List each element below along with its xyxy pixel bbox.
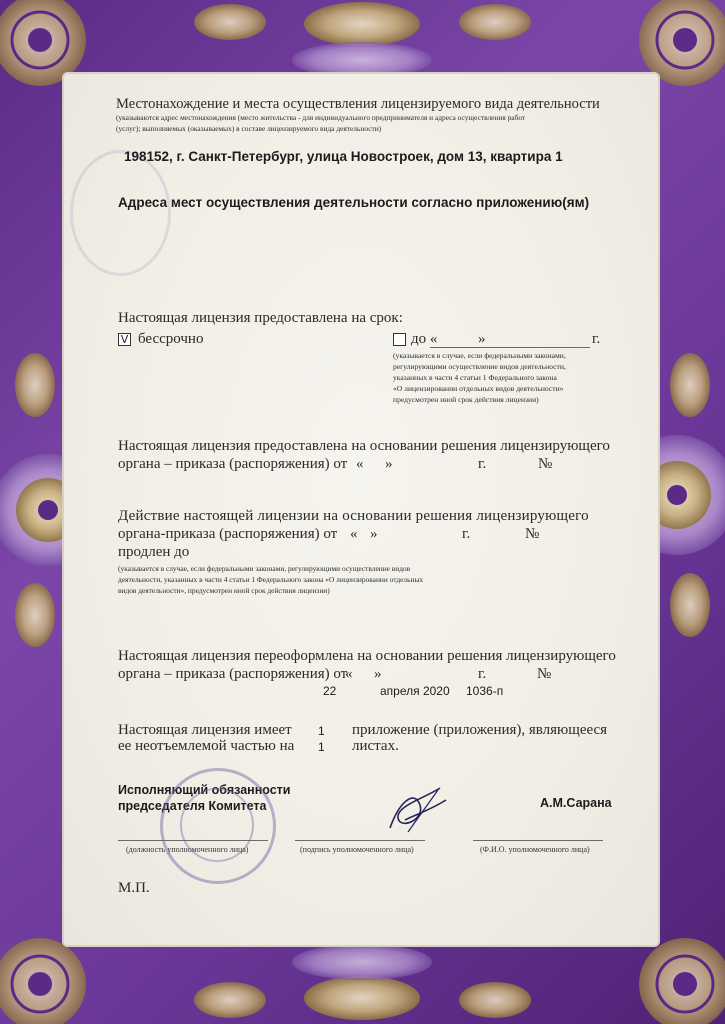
appendix-line-1-start: Настоящая лицензия имеет [118,722,292,738]
addresses-heading: Адреса мест осуществления деятельности согласно приложению(ям) [118,195,590,210]
seal-place: М.П. [118,880,150,896]
term-note-3: указанных в части 4 статьи 1 Федерального закона [393,373,557,382]
reissue-open-quote: « [345,666,353,682]
corner-ornament-bottom-right [639,938,725,1024]
until-year-suffix: г. [592,331,601,347]
header-title: Местонахождение и места осуществления лицензируемого вида деятельности [116,96,600,112]
name-line [473,840,603,841]
reissue-line-2: органа – приказа (распоряжения) от [118,666,348,682]
extension-note-1: (указывается в случае, если федеральными законами, регулирующими осуществление видов [118,564,411,573]
signatory-position-2: председателя Комитета [118,799,267,813]
header-subtitle-2: (услуг); выполняемых (оказываемых) в составе лицензируемого вида деятельности) [116,124,382,133]
signature-line [295,840,425,841]
basis-open-quote: « [356,456,364,472]
extension-line-3: продлен до [118,544,190,560]
until-label: до « [411,331,438,347]
unlimited-label: бессрочно [138,331,204,347]
until-close-quote: » [478,331,486,347]
appendix-sheets: 1 [318,740,325,754]
caption-position: (должность уполномоченного лица) [126,845,249,854]
top-ornaments [194,2,531,78]
appendix-line-1-end: приложение (приложения), являющееся [352,722,608,738]
basis-number: № [538,456,553,472]
header-subtitle-1: (указываются адрес местонахождения (место жительства - для индивидуального предпринимателя и адреса осуществления работ [116,113,526,122]
reissue-line-1: Настоящая лицензия переоформлена на основании решения лицензирующего [118,648,616,664]
until-date-line [430,347,590,348]
reissue-order-number: 1036-п [466,684,504,698]
extension-open-quote: « [350,526,358,542]
licensee-address: 198152, г. Санкт-Петербург, улица Новостроек, дом 13, квартира 1 [124,149,563,164]
basis-line-1: Настоящая лицензия предоставлена на основании решения лицензирующего [118,438,610,454]
extension-year: г. [462,526,471,542]
corner-ornament-bottom-left [0,938,86,1024]
reissue-number: № [537,666,552,682]
term-note-2: регулирующими осуществление видов деятельности, [393,362,566,371]
caption-signature: (подпись уполномоченного лица) [300,845,414,854]
extension-note-3: видов деятельности», предусмотрен иной срок действия лицензии) [118,586,330,595]
unlimited-checkbox[interactable]: V [118,333,131,346]
reissue-month-year: апреля 2020 [380,684,450,698]
appendix-line-2-end: листах. [352,738,399,754]
basis-line-2: органа – приказа (распоряжения) от [118,456,348,472]
extension-note-2: деятельности, указанных в части 4 статьи 1 Федерального закона «О лицензировании отдельных [118,575,424,584]
signatory-name: А.М.Сарана [540,796,612,810]
extension-line-1: Действие настоящей лицензии на основании решения лицензирующего [118,508,589,524]
appendix-count: 1 [318,724,325,738]
term-note-5: предусмотрен иной срок действия лицензии) [393,395,539,404]
appendix-line-2-start: ее неотъемлемой частью на [118,738,295,754]
until-checkbox[interactable] [393,333,406,346]
extension-number: № [525,526,540,542]
signatory-position-1: Исполняющий обязанности [118,783,291,797]
term-note-1: (указывается в случае, если федеральными законами, [393,351,566,360]
caption-name: (Ф.И.О. уполномоченного лица) [480,845,590,854]
extension-line-2: органа-приказа (распоряжения) от [118,526,338,542]
bottom-ornaments [194,944,531,1020]
basis-close-quote: » [385,456,393,472]
basis-year: г. [478,456,487,472]
reissue-close-quote: » [374,666,382,682]
handwritten-signature [380,780,450,840]
extension-close-quote: » [370,526,378,542]
reissue-year: г. [478,666,487,682]
term-note-4: «О лицензировании отдельных видов деятельности» [393,384,564,393]
official-seal-inner [180,788,254,862]
faint-stamp-top [70,150,171,276]
term-label: Настоящая лицензия предоставлена на срок: [118,310,403,326]
reissue-day: 22 [323,684,337,698]
